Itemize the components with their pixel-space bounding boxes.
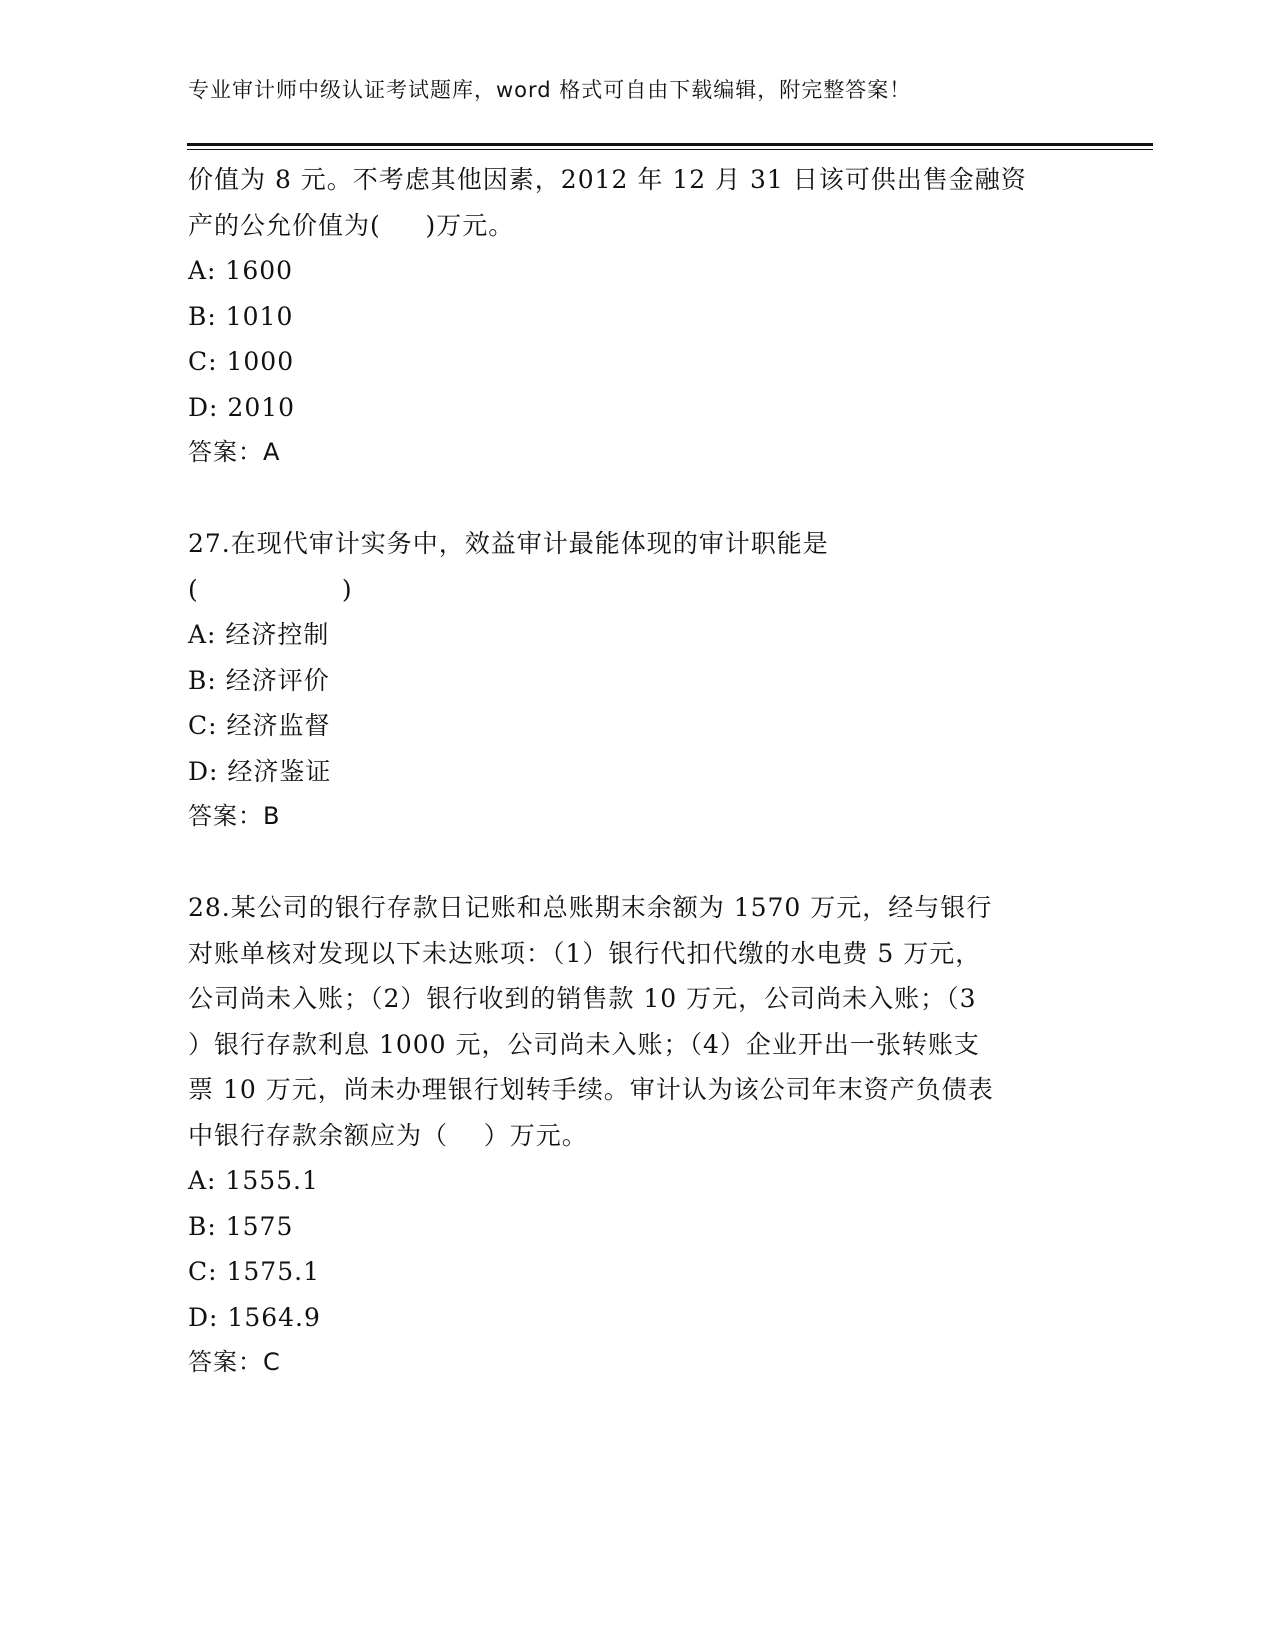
question-stem-line: 中银行存款余额应为（ ）万元。 — [188, 1120, 588, 1150]
question-stem-line: 28.某公司的银行存款日记账和总账期末余额为 1570 万元，经与银行 — [188, 893, 993, 922]
answer-label: 答案： — [188, 802, 263, 830]
option-c: C: 1000 — [188, 347, 295, 376]
question-stem-line: 票 10 万元，尚未办理银行划转手续。审计认为该公司年末资产负债表 — [188, 1075, 994, 1104]
option-a: A: 1600 — [188, 256, 294, 285]
option-d: D: 2010 — [188, 392, 296, 422]
header-rule-thin — [187, 149, 1153, 150]
option-d: D: 经济鉴证 — [188, 756, 332, 786]
question-stem-line: 27.在现代审计实务中，效益审计最能体现的审计职能是 — [188, 529, 829, 558]
question-27 — [188, 521, 1088, 840]
question-stem-line: ）银行存款利息 1000 元，公司尚未入账；（4）企业开出一张转账支 — [188, 1029, 980, 1059]
answer-line — [188, 1340, 1088, 1386]
option-a: A: 经济控制 — [188, 620, 330, 649]
page-header-note: 专业审计师中级认证考试题库，word 格式可自由下载编辑，附完整答案！ — [188, 78, 912, 102]
question-28 — [188, 885, 1088, 1386]
question-content — [188, 157, 1088, 1386]
answer-value: B — [263, 802, 281, 830]
header-rule-thick — [187, 143, 1153, 146]
option-c: C: 1575.1 — [188, 1257, 320, 1286]
answer-value: A — [263, 438, 281, 466]
question-stem-line: 价值为 8 元。不考虑其他因素，2012 年 12 月 31 日该可供出售金融资 — [188, 165, 1027, 194]
question-stem-line: 产的公允价值为( )万元。 — [188, 210, 515, 240]
option-a: A: 1555.1 — [188, 1166, 319, 1195]
option-b: B: 1575 — [188, 1211, 294, 1241]
spacer — [188, 476, 1088, 522]
question-stem-line: 对账单核对发现以下未达账项：（1）银行代扣代缴的水电费 5 万元， — [188, 938, 982, 968]
option-b: B: 经济评价 — [188, 665, 330, 695]
question-26-continued — [188, 157, 1088, 476]
question-stem-line: ( ) — [188, 574, 353, 604]
answer-line — [188, 430, 1088, 476]
answer-value: C — [263, 1348, 281, 1376]
spacer — [188, 840, 1088, 886]
question-stem-line: 公司尚未入账；（2）银行收到的销售款 10 万元，公司尚未入账；（3 — [188, 984, 977, 1013]
option-d: D: 1564.9 — [188, 1302, 321, 1332]
answer-label: 答案： — [188, 1348, 263, 1376]
option-c: C: 经济监督 — [188, 711, 331, 740]
answer-line — [188, 794, 1088, 840]
option-b: B: 1010 — [188, 301, 294, 331]
answer-label: 答案： — [188, 438, 263, 466]
